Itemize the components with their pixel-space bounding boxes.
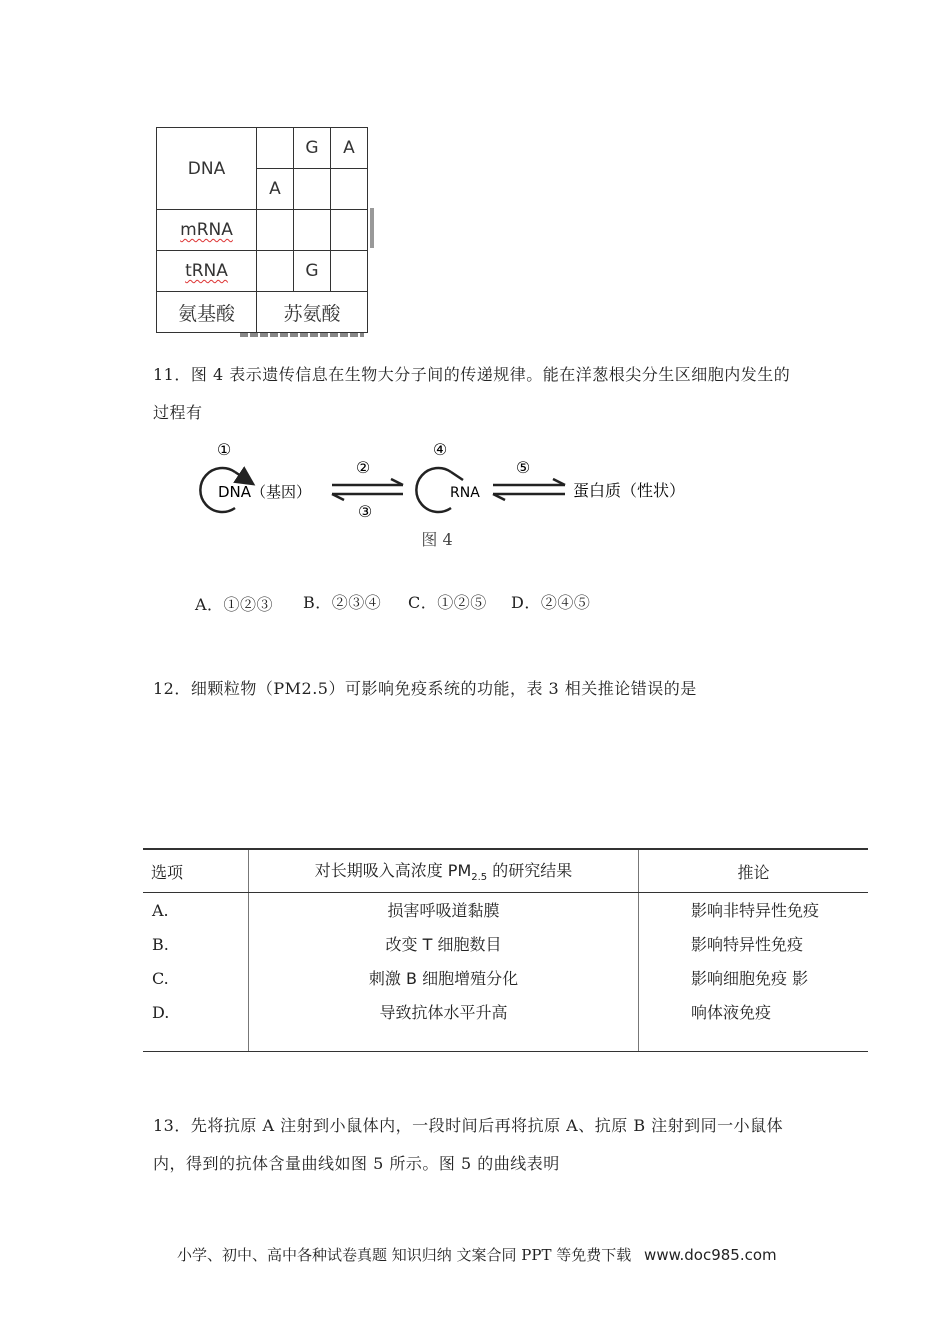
- table-result: 改变 T 细胞数目: [385, 935, 502, 954]
- dna-cell: [257, 128, 294, 169]
- q13-text-line2: 内，得到的抗体含量曲线如图 5 所示。图 5 的曲线表明: [153, 1154, 560, 1173]
- q11-text-line2: 过程有: [153, 403, 203, 422]
- mrna-label: [157, 210, 257, 251]
- option-a: A．①②③: [195, 595, 274, 614]
- dna-cell: [294, 169, 331, 210]
- options-column: [143, 893, 249, 1052]
- header-option: 选项: [143, 849, 249, 893]
- rna-node: RNA: [450, 485, 480, 501]
- table-inference: 影响细胞免疫 影: [691, 969, 809, 988]
- resize-handle: [240, 333, 364, 337]
- label-3: ③: [357, 502, 373, 521]
- dna-node: DNA（基因）: [218, 483, 312, 501]
- replication-arrow-rna: [416, 468, 451, 512]
- label-2: ②: [355, 458, 371, 477]
- header-result-suffix: 的研究结果: [487, 861, 573, 881]
- codon-table: [156, 127, 368, 333]
- dna-label: DNA: [157, 128, 257, 210]
- protein-node: 蛋白质（性状）: [573, 481, 686, 500]
- trna-label-text: tRNA: [185, 261, 228, 281]
- figure-4: [195, 435, 715, 555]
- label-4: ④: [432, 440, 448, 459]
- footer: [177, 1244, 777, 1265]
- mrna-label-text: mRNA: [180, 220, 233, 240]
- mrna-cell: [257, 210, 294, 251]
- option-b: B．②③④: [303, 593, 382, 612]
- q11-text-line1: 11．图 4 表示遗传信息在生物大分子间的传递规律。能在洋葱根尖分生区细胞内发生的: [153, 365, 791, 384]
- table-inference: 影响非特异性免疫: [691, 901, 820, 920]
- label-1: ①: [216, 440, 232, 459]
- results-column: [249, 893, 639, 1052]
- q13-text-line1: 13．先将抗原 A 注射到小鼠体内，一段时间后再将抗原 A、抗原 B 注射到同一小鼠体: [153, 1116, 784, 1135]
- trna-label: [157, 251, 257, 292]
- footer-url[interactable]: www.doc985.com: [644, 1246, 777, 1264]
- option-d: D．②④⑤: [511, 593, 591, 612]
- figure-caption: 图 4: [421, 530, 453, 549]
- q12-text: 12．细颗粒物（PM2.5）可影响免疫系统的功能，表 3 相关推论错误的是: [153, 679, 697, 698]
- table-option: C.: [152, 969, 169, 988]
- dna-cell: A: [257, 169, 294, 210]
- dna-cell: [331, 169, 368, 210]
- inference-column: [639, 893, 869, 1052]
- dna-cell: G: [294, 128, 331, 169]
- table-inference: 影响特异性免疫: [691, 935, 804, 954]
- table-result: 导致抗体水平升高: [379, 1003, 508, 1022]
- table-option: D.: [152, 1003, 170, 1022]
- replication-arrow-head: [451, 472, 463, 480]
- amino-acid-value: 苏氨酸: [257, 292, 368, 333]
- trna-cell: [331, 251, 368, 292]
- header-result-subscript: 2.5: [471, 872, 488, 884]
- header-inference: 推论: [639, 849, 869, 893]
- results-table: [143, 848, 868, 1052]
- table-inference: 响体液免疫: [691, 1003, 772, 1022]
- mrna-cell: [331, 210, 368, 251]
- table-result: 损害呼吸道黏膜: [387, 901, 500, 920]
- resize-handle: [370, 208, 374, 248]
- table-option: A.: [152, 901, 169, 920]
- footer-text: 小学、初中、高中各种试卷真题 知识归纳 文案合同 PPT 等免费下载: [177, 1246, 632, 1264]
- replication-arrow-head: [235, 472, 247, 480]
- option-c: C．①②⑤: [408, 593, 487, 612]
- label-5: ⑤: [515, 458, 531, 477]
- header-result: [249, 849, 639, 893]
- amino-acid-label: 氨基酸: [157, 292, 257, 333]
- table-result: 刺激 B 细胞增殖分化: [368, 969, 519, 988]
- mrna-cell: [294, 210, 331, 251]
- trna-cell: [257, 251, 294, 292]
- dna-cell: A: [331, 128, 368, 169]
- header-result-main: 对长期吸入高浓度 PM: [314, 861, 472, 881]
- trna-cell: G: [294, 251, 331, 292]
- table-option: B.: [152, 935, 169, 954]
